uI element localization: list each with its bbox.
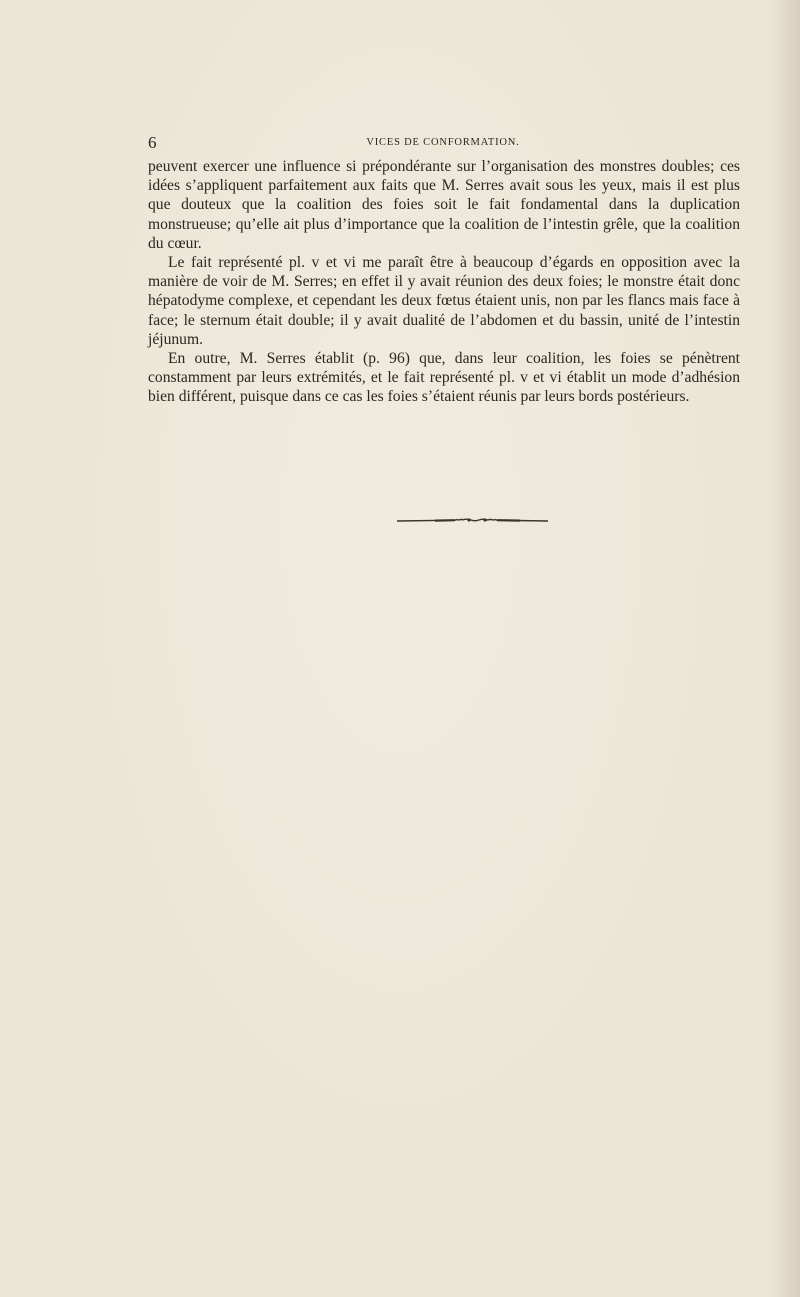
- paragraph-3: En outre, M. Serres établit (p. 96) que, dans leur coalition, les foies se pénètrent constamment par leurs extrémités, et le fait représenté pl. v et vi établit un mode d’adhésion bien différent, puisque dans ce cas les foies s’étaient réunis par leurs bords postérieurs.: [148, 350, 740, 406]
- page-number: 6: [148, 133, 157, 152]
- paragraph-1: peuvent exercer une influence si prépondérante sur l’organisation des monstres doubles; ces idées s’appliquent parfaitement aux faits que M. Serres avait sous les yeux, mais il est plus que douteux que la coalition des foies soit le fait fondamental dans la duplication monstrueuse; qu’elle ait plus d’importance que la coalition de l’intestin grêle, que la coalition du cœur.: [148, 158, 740, 252]
- page-edge-shadow: [770, 0, 800, 1297]
- paragraph-2: Le fait représenté pl. v et vi me paraît être à beaucoup d’égards en opposition avec la manière de voir de M. Serres; en effet il y avait réunion des deux foies; le monstre était donc hépatodyme complexe, et cependant les deux fœtus étaient unis, non par les flancs mais face à face; le sternum était double; il y avait dualité de l’abdomen et du bassin, unité de l’intestin jéjunum.: [148, 254, 740, 348]
- running-head: [148, 132, 738, 154]
- running-title: VICES DE CONFORMATION.: [366, 137, 520, 148]
- end-of-section-rule-icon: [395, 515, 550, 525]
- body-text: [148, 157, 740, 407]
